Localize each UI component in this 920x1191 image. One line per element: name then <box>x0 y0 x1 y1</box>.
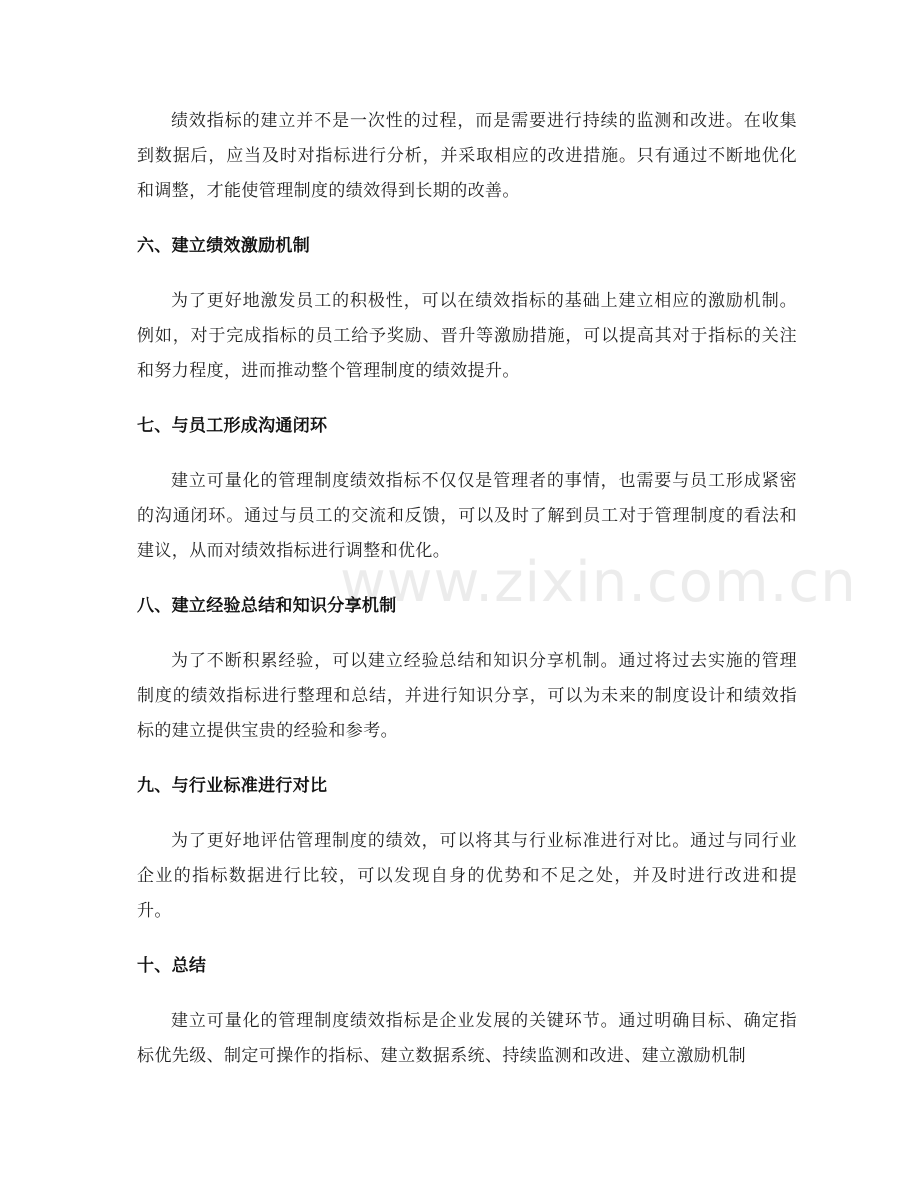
paragraph-incentive: 为了更好地激发员工的积极性，可以在绩效指标的基础上建立相应的激励机制。例如，对于完成指标的员工给予奖励、晋升等激励措施，可以提高其对于指标的关注和努力程度，进而推动整个管理制度的绩效提升。 <box>137 291 797 381</box>
heading-section-6: 六、建立绩效激励机制 <box>137 236 310 256</box>
paragraph-summary: 建立可量化的管理制度绩效指标是企业发展的关键环节。通过明确目标、确定指标优先级、制定可操作的指标、建立数据系统、持续监测和改进、建立激励机制 <box>137 1011 797 1066</box>
heading-section-8: 八、建立经验总结和知识分享机制 <box>137 596 397 616</box>
heading-section-9: 九、与行业标准进行对比 <box>137 776 328 796</box>
paragraph-knowledge-sharing: 为了不断积累经验，可以建立经验总结和知识分享机制。通过将过去实施的管理制度的绩效指标进行整理和总结，并进行知识分享，可以为未来的制度设计和绩效指标的建立提供宝贵的经验和参考。 <box>137 651 797 741</box>
document-body <box>137 104 797 1074</box>
paragraph-communication: 建立可量化的管理制度绩效指标不仅仅是管理者的事情，也需要与员工形成紧密的沟通闭环。通过与员工的交流和反馈，可以及时了解到员工对于管理制度的看法和建议，从而对绩效指标进行调整和优化。 <box>137 471 797 561</box>
heading-section-10: 十、总结 <box>137 956 207 976</box>
watermark-text: www.zixin.com.cn <box>340 550 857 615</box>
paragraph-monitoring: 绩效指标的建立并不是一次性的过程，而是需要进行持续的监测和改进。在收集到数据后，应当及时对指标进行分析，并采取相应的改进措施。只有通过不断地优化和调整，才能使管理制度的绩效得到长期的改善。 <box>137 111 797 201</box>
paragraph-industry-benchmark: 为了更好地评估管理制度的绩效，可以将其与行业标准进行对比。通过与同行业企业的指标数据进行比较，可以发现自身的优势和不足之处，并及时进行改进和提升。 <box>137 831 797 921</box>
heading-section-7: 七、与员工形成沟通闭环 <box>137 416 328 436</box>
